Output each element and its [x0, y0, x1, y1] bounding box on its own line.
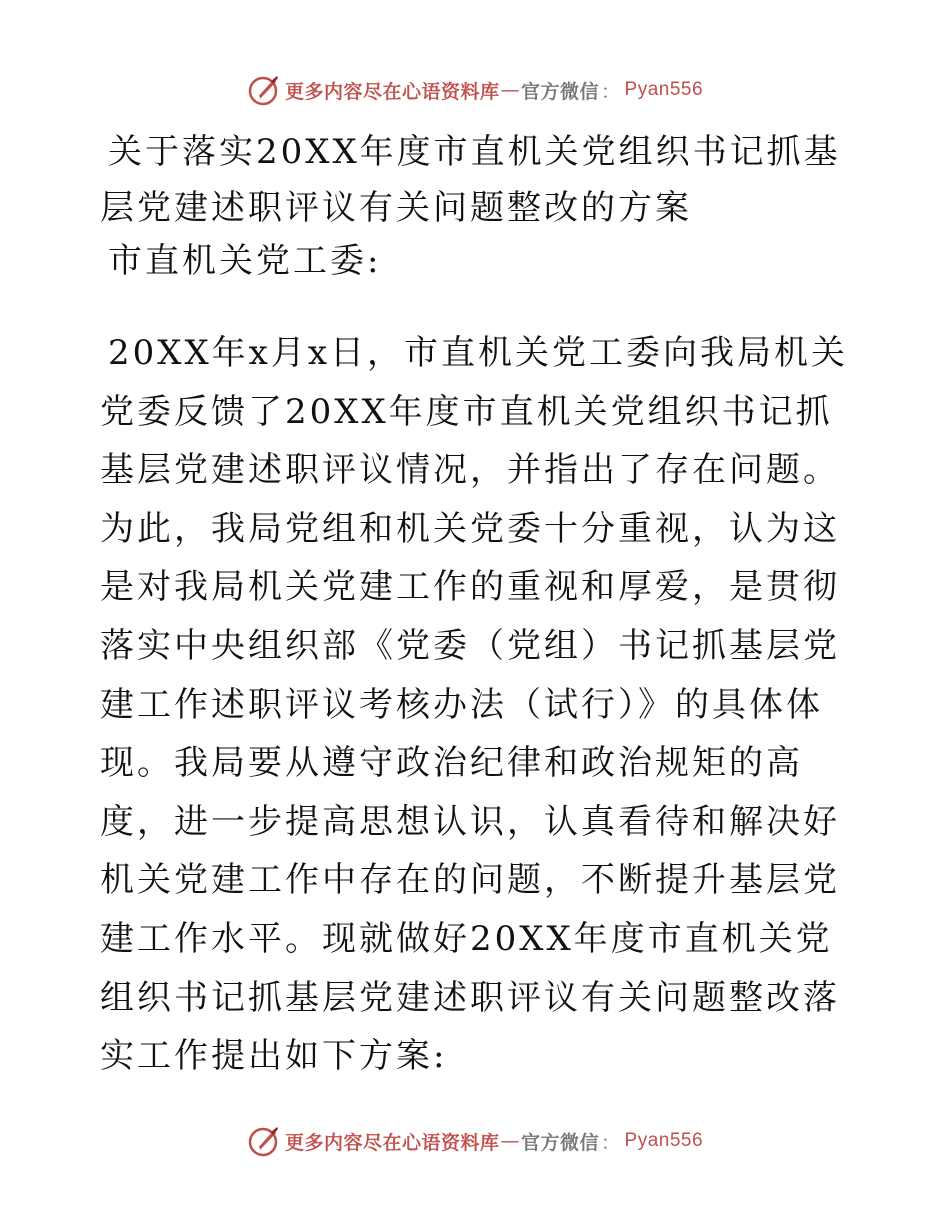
- quill-pen-logo-icon: [247, 1124, 281, 1158]
- banner-main-text: 更多内容尽在心语资料库: [284, 1131, 500, 1154]
- banner-wechat-id: Pyan556: [624, 79, 704, 100]
- banner-colon: ：: [601, 1131, 621, 1154]
- document-body-paragraph: 20XX年x月x日，市直机关党工委向我局机关党委反馈了20XX年度市直机关党组织书记抓基层党建述职评议情况，并指出了存在问题。为此，我局党组和机关党委十分重视，认为这是对我局机关党建工作的重视和厚爱，是贯彻落实中央组织部《党委（党组）书记抓基层党建工作述职评议考核办法（试行）》的具体体现。我局要从遵守政治纪律和政治规矩的高度，进一步提高思想认识，认真看待和解决好机关党建工作中存在的问题，不断提升基层党建工作水平。现就做好20XX年度市直机关党组织书记抓基层党建述职评议有关问题整改落实工作提出如下方案:: [100, 333, 849, 1077]
- banner-official-label: 官方微信: [520, 1131, 599, 1154]
- document-title: 关于落实20XX年度市直机关党组织书记抓基层党建述职评议有关问题整改的方案: [100, 132, 841, 228]
- footer-banner: [0, 1121, 950, 1161]
- banner-dash: —: [500, 1130, 520, 1152]
- document-salutation: 市直机关党工委:: [108, 241, 382, 281]
- banner-colon: ：: [601, 80, 621, 103]
- banner-main-text: 更多内容尽在心语资料库: [284, 80, 500, 103]
- banner-wechat-id: Pyan556: [624, 1130, 704, 1151]
- header-banner: [0, 70, 950, 110]
- banner-official-label: 官方微信: [520, 80, 599, 103]
- quill-pen-logo-icon: [247, 73, 281, 107]
- banner-dash: —: [500, 79, 520, 101]
